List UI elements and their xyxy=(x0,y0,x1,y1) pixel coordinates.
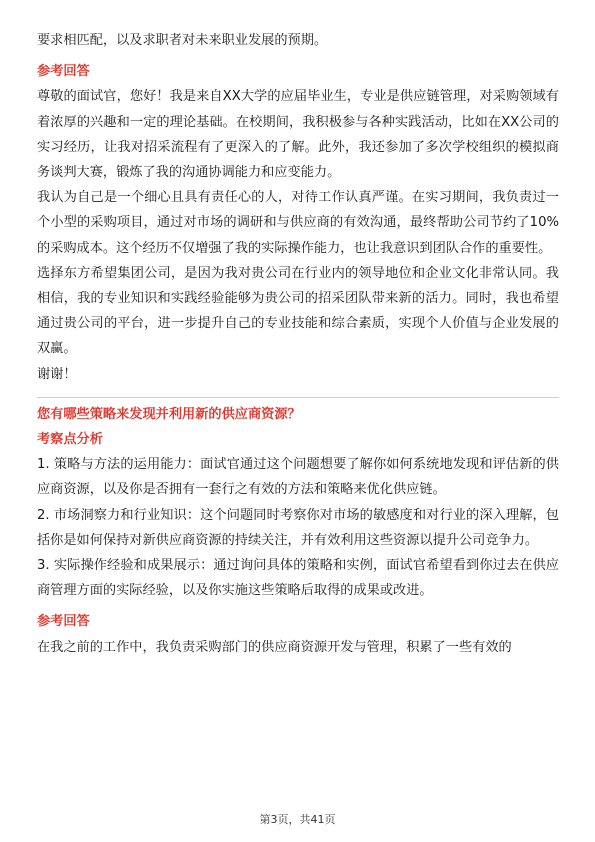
intro-line: 要求相匹配，以及求职者对未来职业发展的预期。 xyxy=(37,33,328,48)
answer-paragraph: 选择东方希望集团公司，是因为我对贵公司在行业内的领导地位和企业文化非常认同。我相信，我的专业知识和实践经验能够为贵公司的招采团队带来新的活力。同时，我也希望通过贵公司的平台，进一步提升自己的专业技能和综合素质，实现个人价值与企业发展的双赢。 xyxy=(37,265,559,357)
analysis-item: 2. 市场洞察力和行业知识：这个问题同时考察你对市场的敏感度和对行业的深入理解，包括你是如何保持对新供应商资源的持续关注，并有效利用这些资源以提升公司竞争力。 xyxy=(37,507,559,548)
analysis-item: 1. 策略与方法的运用能力：面试官通过这个问题想要了解你如何系统地发现和评估新的供应商资源，以及你是否拥有一套行之有效的方法和策略来优化供应链。 xyxy=(37,457,559,498)
analysis-item: 3. 实际操作经验和成果展示：通过询问具体的策略和实例，面试官希望看到你过去在供应商管理方面的实际经验，以及你实施这些策略后取得的成果或改进。 xyxy=(37,558,559,599)
section-divider xyxy=(37,397,559,398)
question-heading: 您有哪些策略来发现并利用新的供应商资源？ xyxy=(37,406,301,422)
page-content xyxy=(37,28,559,660)
page-footer: 第3页，共41页 xyxy=(259,813,336,826)
analysis-heading: 考察点分析 xyxy=(37,432,103,448)
answer-paragraph: 我认为自己是一个细心且具有责任心的人，对待工作认真严谨。在实习期间，我负责过一个小型的采购项目，通过对市场的调研和与供应商的有效沟通，最终帮助公司节约了10%的采购成本。这个经历不仅增强了我的实际操作能力，也让我意识到团队合作的重要性。 xyxy=(37,190,559,256)
answer-paragraph: 尊敬的面试官，您好！我是来自XX大学的应届毕业生，专业是供应链管理，对采购领域有着浓厚的兴趣和一定的理论基础。在校期间，我积极参与各种实践活动，比如在XX公司的实习经历，让我对招采流程有了更深入的了解。此外，我还参加了多次学校组织的模拟商务谈判大赛，锻炼了我的沟通协调能力和应变能力。 xyxy=(37,89,559,181)
reference-answer-heading-2: 参考回答 xyxy=(37,614,90,630)
answer-closing: 谢谢！ xyxy=(37,366,77,382)
answer-paragraph-2: 在我之前的工作中，我负责采购部门的供应商资源开发与管理，积累了一些有效的 xyxy=(37,639,512,655)
reference-answer-heading: 参考回答 xyxy=(37,64,90,80)
